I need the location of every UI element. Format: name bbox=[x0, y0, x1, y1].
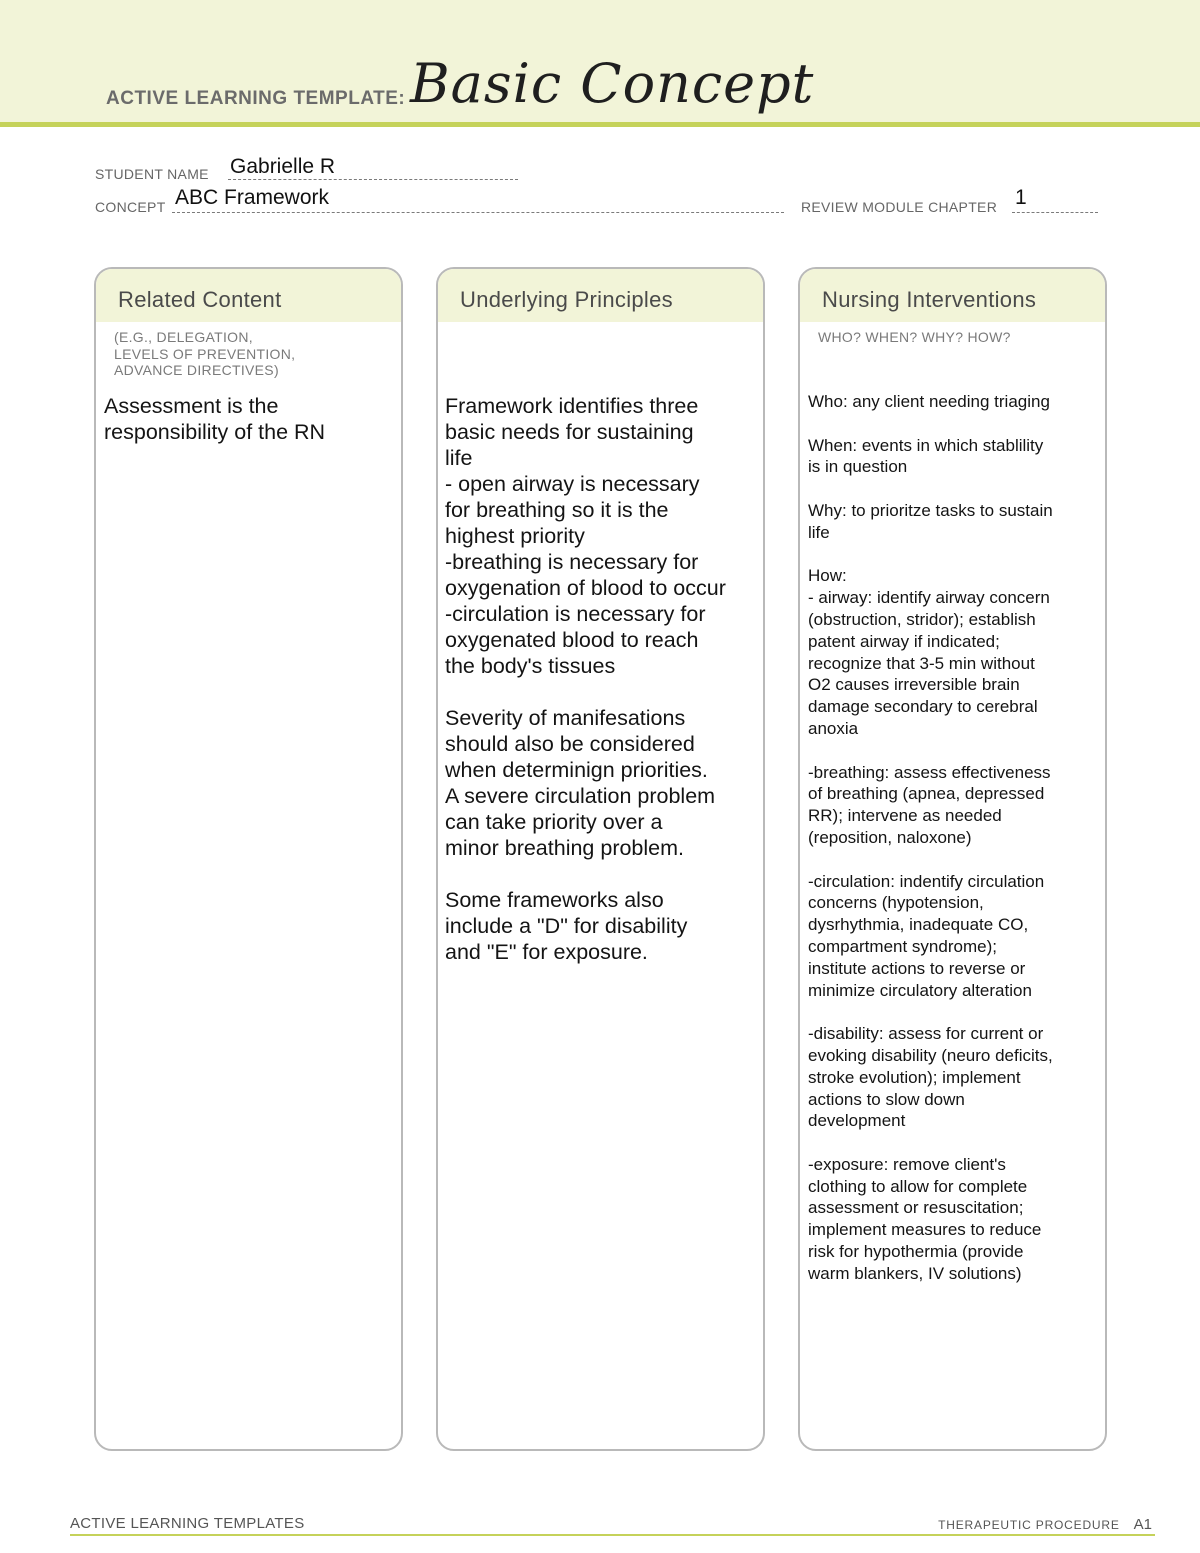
underlying-principles-header bbox=[438, 269, 763, 322]
header-rule bbox=[0, 122, 1200, 127]
nursing-interventions-body[interactable]: Who: any client needing triaging When: events in which stablility is in question Why: to prioritze tasks to sustain life How: - airway: identify airway concern (obstruction, stridor); establish patent airway if indicated; recognize that 3-5 min without O2 causes irreversible brain damage secondary to cerebral anoxia -breathing: assess effectiveness of breathing (apnea, depressed RR); intervene as needed (reposition, naloxone) -circulation: indentify circulation concerns (hypotension, dysrhythmia, inadequate CO, compartment syndrome); institute actions to reverse or minimize circulatory alteration -disability: assess for current or evoking disability (neuro deficits, stroke evolution); implement actions to slow down development -exposure: remove client's clothing to allow for complete assessment or resuscitation; implement measures to reduce risk for hypothermia (provide warm blankers, IV solutions) bbox=[808, 392, 1053, 1283]
chapter-line bbox=[1012, 212, 1098, 213]
student-name-label: STUDENT NAME bbox=[95, 166, 209, 182]
footer-left-label: ACTIVE LEARNING TEMPLATES bbox=[70, 1515, 305, 1532]
footer-section-label: THERAPEUTIC PROCEDURE bbox=[938, 1518, 1120, 1532]
concept-field[interactable]: ABC Framework bbox=[175, 186, 330, 209]
underlying-principles-panel bbox=[436, 267, 765, 1451]
nursing-interventions-panel bbox=[798, 267, 1107, 1451]
footer-right bbox=[938, 1516, 1152, 1533]
nursing-interventions-title: Nursing Interventions bbox=[822, 287, 1037, 312]
underlying-principles-body[interactable]: Framework identifies three basic needs for sustaining life - open airway is necessary for breathing so it is the highest priority -breathing is necessary for oxygenation of blood to occur -circulation is necessary for oxygenated blood to reach the body's tissues Severity of manifesations should also be considered when determinign priorities. A severe circulation problem can take priority over a minor breathing problem. Some frameworks also include a "D" for disability and "E" for exposure. bbox=[445, 394, 726, 964]
underlying-principles-title: Underlying Principles bbox=[460, 287, 673, 312]
student-name-line bbox=[228, 179, 518, 180]
concept-line bbox=[172, 212, 784, 213]
related-content-body[interactable]: Assessment is the responsibility of the RN bbox=[104, 394, 326, 444]
nursing-interventions-header bbox=[800, 269, 1105, 322]
template-label: ACTIVE LEARNING TEMPLATE: bbox=[106, 88, 406, 109]
footer-page-number: A1 bbox=[1133, 1516, 1152, 1533]
chapter-label: REVIEW MODULE CHAPTER bbox=[801, 199, 998, 215]
related-content-panel bbox=[94, 267, 403, 1451]
nursing-interventions-subtitle: WHO? WHEN? WHY? HOW? bbox=[818, 329, 1011, 345]
concept-label: CONCEPT bbox=[95, 199, 166, 215]
template-title: Basic Concept bbox=[410, 52, 815, 115]
related-content-header bbox=[96, 269, 401, 322]
related-content-subtitle: (E.G., DELEGATION, LEVELS OF PREVENTION, ADVANCE DIRECTIVES) bbox=[114, 329, 296, 378]
chapter-field[interactable]: 1 bbox=[1015, 186, 1027, 209]
related-content-title: Related Content bbox=[118, 287, 282, 312]
footer-rule bbox=[70, 1534, 1155, 1536]
student-name-field[interactable]: Gabrielle R bbox=[230, 155, 336, 178]
